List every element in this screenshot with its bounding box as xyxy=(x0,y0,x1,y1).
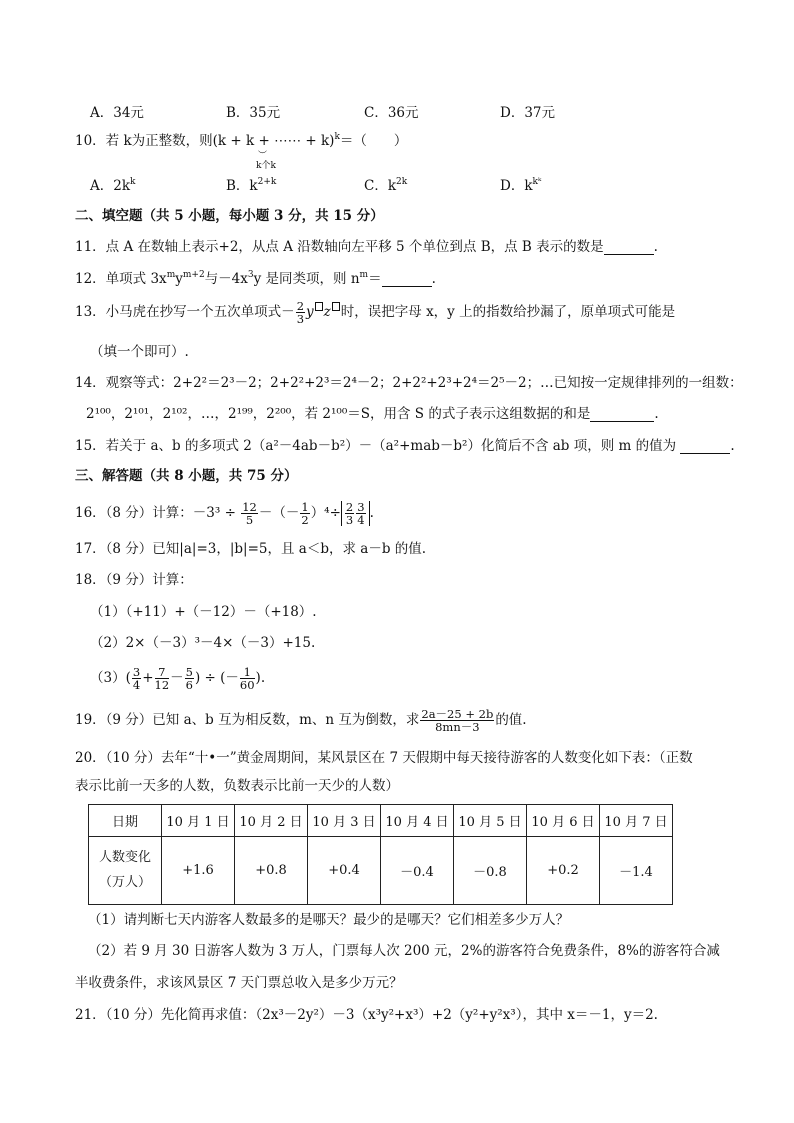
q10-option-c: C．$k^{2k}$ xyxy=(364,176,408,194)
table-header-cell: 10 月 7 日 xyxy=(600,805,673,837)
table-cell: +0.2 xyxy=(527,837,600,905)
table-header-cell: 10 月 3 日 xyxy=(308,805,381,837)
table-cell: +1.6 xyxy=(162,837,235,905)
question-12: 12．单项式 $3x^my^{m+2}$与$-4x^3y$ 是同类项，则 $n^m=$ . xyxy=(75,269,436,287)
question-13-line2: （填一个即可）. xyxy=(90,344,189,360)
missing-exponent-box xyxy=(315,302,323,311)
question-15: 15．若关于 a、b 的多项式 2（a²－4ab－b²）－（a²+mab－b²）化简后不含 ab 项，则 m 的值为 . xyxy=(75,438,735,454)
table-header-cell: 日期 xyxy=(89,805,162,837)
question-20-line2: 表示比前一天多的人数，负数表示比前一天少的人数） xyxy=(75,778,399,794)
q10-option-b: B．$k^{2+k}$ xyxy=(226,176,277,194)
visitor-change-table xyxy=(88,804,673,905)
question-20-part2a: （2）若 9 月 30 日游客人数为 3 万人，门票每人次 200 元，2%的游客符合免费条件，8%的游客符合减 xyxy=(88,943,720,959)
question-20-line1: 20．（10 分）去年“十•一”黄金周期间，某风景区在 7 天假期中每天接待游客的人数变化如下表：（正数 xyxy=(75,750,693,766)
q10-option-a: A．$2k^k$ xyxy=(90,176,136,194)
q9-option-b: B．35元 xyxy=(226,105,281,121)
table-row xyxy=(89,837,673,905)
row-label-cell: 人数变化 （万人） xyxy=(89,837,162,905)
answer-blank[interactable] xyxy=(382,274,432,287)
table-header-row xyxy=(89,805,673,837)
q9-option-d: D．37元 xyxy=(500,105,556,121)
q9-option-c: C．36元 xyxy=(364,105,419,121)
table-cell: －1.4 xyxy=(600,837,673,905)
table-cell: －0.8 xyxy=(454,837,527,905)
question-18-title: 18．（9 分）计算： xyxy=(75,572,193,588)
q10-brace-label: k个k xyxy=(256,161,276,171)
table-header-cell: 10 月 1 日 xyxy=(162,805,235,837)
question-20-part2b: 半收费条件，求该风景区 7 天门票总收入是多少万元？ xyxy=(75,975,403,991)
table-header-cell: 10 月 2 日 xyxy=(235,805,308,837)
q9-option-a: A．34元 xyxy=(90,105,144,121)
question-18-part2: （2）2×（－3）³－4×（－3）+15. xyxy=(90,635,316,651)
question-14-line1: 14．观察等式：2+2²＝2³－2；2+2²+2³＝2⁴－2；2+2²+2³+2⁴＝2⁵－2；…已知按一定规律排列的一组数： xyxy=(75,375,743,391)
answer-blank[interactable] xyxy=(604,242,654,255)
table-header-cell: 10 月 5 日 xyxy=(454,805,527,837)
section-3-heading: 三、解答题（共 8 小题，共 75 分） xyxy=(75,468,298,484)
question-16: 16．（8 分）计算：－3³ ÷ $\frac{12}{5}$ －（－ $\frac{1}{2}$ ）⁴÷ $\frac{2}{3}$ $\frac{3}{4}$ . xyxy=(75,500,374,528)
question-18-part1: （1）（+11）+（－12）－（+18）. xyxy=(90,604,317,620)
answer-blank[interactable] xyxy=(680,441,730,454)
table-cell: +0.8 xyxy=(235,837,308,905)
q10-option-d: D．$k^{kᵏ}$ xyxy=(500,176,542,194)
table-cell: －0.4 xyxy=(381,837,454,905)
question-19: 19．（9 分）已知 a、b 互为相反数，m、n 互为倒数，求 $\frac{2a-25 + 2b}{8mn-3}$ 的值. xyxy=(75,707,527,735)
missing-exponent-box xyxy=(332,302,340,311)
question-20-part1: （1）请判断七天内游客人数最多的是哪天？最少的是哪天？它们相差多少万人？ xyxy=(88,912,570,928)
question-18-part3: （3）( $\frac{3}{4}$ + $\frac{7}{12}$ － $\frac{5}{6}$ ) ÷ (－ $\frac{1}{60}$ ). xyxy=(90,665,266,693)
question-17: 17．（8 分）已知|a|=3，|b|=5，且 a＜b，求 a－b 的值. xyxy=(75,541,427,557)
question-10: 10．若 k为正整数，则(k + k + ⋯⋯ + k)$^k$＝（ ） xyxy=(75,131,408,149)
question-14-line2: 2¹⁰⁰，2¹⁰¹，2¹⁰²，…，2¹⁹⁹，2²⁰⁰，若 2¹⁰⁰＝S，用含 S 的式子表示这组数据的和是 . xyxy=(86,406,659,422)
question-11: 11．点 A 在数轴上表示+2，从点 A 沿数轴向左平移 5 个单位到点 B，点 B 表示的数是 . xyxy=(75,239,658,255)
table-cell: +0.4 xyxy=(308,837,381,905)
section-2-heading: 二、填空题（共 5 小题，每小题 3 分，共 15 分） xyxy=(75,208,384,224)
question-13: 13．小马虎在抄写一个五次单项式－ $\frac{2}{3}$ y z 时，误把字母 x，y 上的指数给抄漏了，原单项式可能是 xyxy=(75,299,676,327)
table-header-cell: 10 月 6 日 xyxy=(527,805,600,837)
question-21: 21．（10 分）先化简再求值：（2x³－2y²）－3（x³y²+x³）+2（y²+y²x³），其中 x＝－1，y＝2. xyxy=(75,1007,658,1023)
q10-dots: ⋯⋯ xyxy=(274,133,302,149)
answer-blank[interactable] xyxy=(590,409,654,422)
table-header-cell: 10 月 4 日 xyxy=(381,805,454,837)
q10-brace-icon: ︶ xyxy=(258,151,268,161)
